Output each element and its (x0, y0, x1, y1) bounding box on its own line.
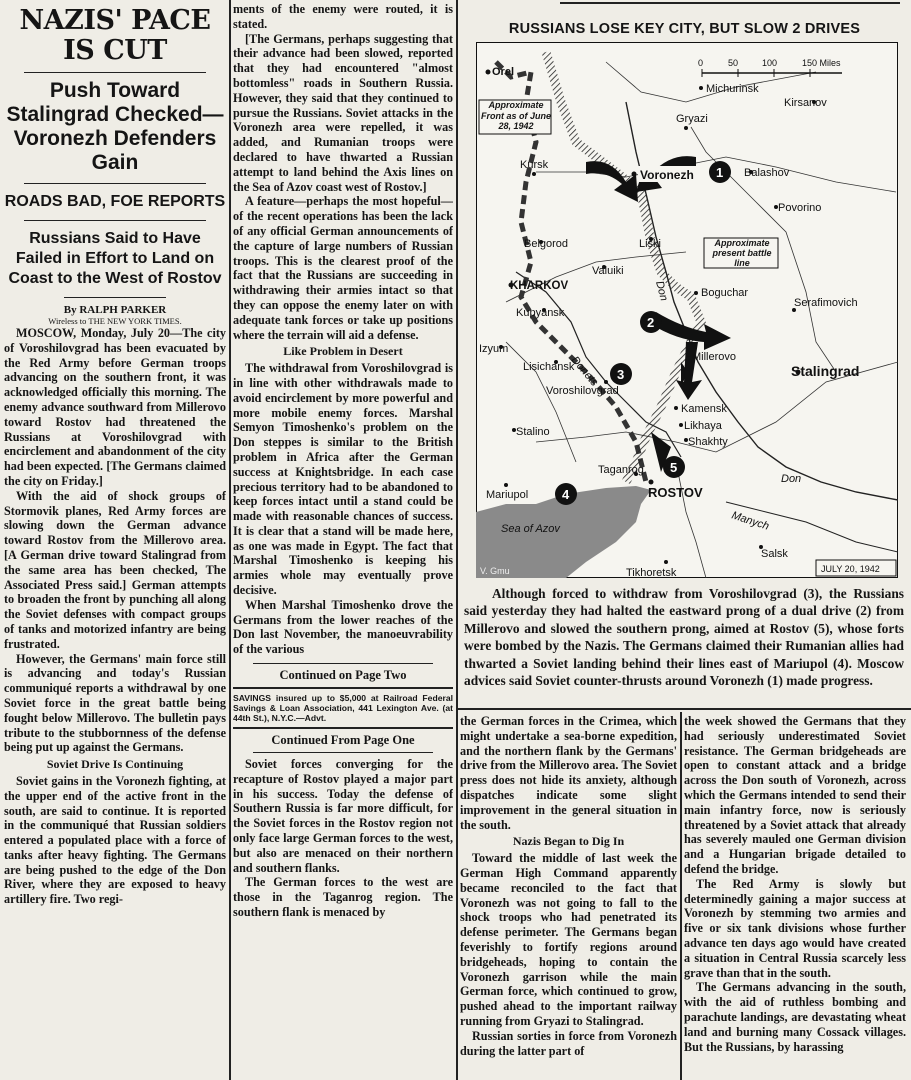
paragraph: The German forces to the west are those in the Taganrog region. The southern flank is menaced by (233, 875, 453, 920)
caption-rule (458, 708, 911, 710)
svg-text:3: 3 (617, 367, 625, 382)
svg-text:100: 100 (762, 58, 778, 68)
svg-text:5: 5 (670, 460, 678, 475)
svg-text:ROSTOV: ROSTOV (648, 485, 703, 500)
paragraph: ments of the enemy were routed, it is stated. (233, 2, 453, 31)
wire-credit: Wireless to THE NEW YORK TIMES. (48, 316, 182, 326)
paragraph: Soviet gains in the Voronezh fighting, at the upper end of the active front in the south, are said to continue. It is reported in the communiqué that Russian soldiers entered a populated place with a force of tanks after heavy fighting. The Germans are being pushed to the edge of the Don River, where they are exposed to heavy artillery fire. Two regi- (4, 773, 226, 907)
svg-text:Taganrog: Taganrog (598, 464, 644, 476)
paragraph: A feature—perhaps the most hopeful—of the recent operations has been the lack of any official German announcements of the capture of large numbers of Russian troops. This is the clearest proof of the fact that the Russians are succeeding in withdrawing their armies intact so that they can oppose the enemy later on with adequate tank forces or take up positions where the terrain will aid a defense. (233, 194, 453, 342)
svg-text:Gryazi: Gryazi (676, 113, 708, 125)
svg-text:Valuiki: Valuiki (592, 265, 624, 277)
map-artist: V. Gmu (480, 566, 510, 576)
map-caption: Although forced to withdraw from Voroshilovgrad (3), the Russians said yesterday they had halted the eastward prong of a dual drive (2) from Millerovo and slowed the southern prong, aimed at Rostov (5), whose forts were bombed by the Nazis. The Germans claimed their Rumanian allies had thwarted a Soviet landing behind their lines east of Mariupol (4). Moscow advices said Soviet counter-thrusts around Voronezh (1) made progress. (464, 586, 904, 689)
paragraph: When Marshal Timoshenko drove the Germans from the lower reaches of the Don last November, the manoeuvrability of the various (233, 597, 453, 657)
svg-text:Stalingrad: Stalingrad (791, 363, 860, 379)
lead-body (4, 326, 226, 907)
svg-text:0: 0 (698, 58, 704, 68)
deck-2: ROADS BAD, FOE REPORTS (4, 193, 226, 210)
paragraph: The withdrawal from Voroshilovgrad is in line with other withdrawals made to avoid encirclement by more powerful and more mobile enemy forces. Marshal Semyon Timoshenko's problem on the Don steppes is similar to the British problem in Africa after the German success at Knightsbridge. In each case precious territory had to be abandoned to keep forces intact until a stand could be made with reasonable chances of success. It is clear that a stand will be made here, as one was made in Egypt. The fact that Marshal Timoshenko is keeping his armies whole may eventually prove decisive. (233, 361, 453, 598)
svg-text:Balashov: Balashov (744, 167, 790, 179)
svg-text:Stalino: Stalino (516, 426, 550, 438)
legend-front: Approximate Front as of June 28, 1942 (480, 100, 551, 131)
marker-2 (640, 311, 662, 333)
svg-text:Manych: Manych (730, 509, 771, 533)
svg-text:Liski: Liski (639, 238, 662, 250)
paragraph: The Red Army is slowly but determinedly gaining a major success at Voronezh by stemming two armies and five or six tank divisions whose further advance ten days ago would have created a situation in Central Russia scarcely less grave than that in the south. (684, 876, 906, 980)
sea-label: Sea of Azov (501, 523, 560, 535)
svg-text:4: 4 (562, 487, 570, 502)
bottom-column-1 (460, 714, 677, 1080)
svg-text:Kamensk: Kamensk (681, 403, 727, 415)
svg-text:Boguchar: Boguchar (701, 287, 749, 299)
war-map (476, 42, 898, 578)
paragraph: The Germans advancing in the south, with the aid of ruthless bombing and parachute landings, are devastating wheat land and burning many Cossack villages. But the Russians, by harassing (684, 980, 906, 1054)
svg-text:Orel: Orel (492, 66, 515, 78)
subhead: Soviet Drive Is Continuing (46, 757, 184, 772)
svg-text:Salsk: Salsk (761, 548, 788, 560)
svg-text:50: 50 (728, 58, 739, 68)
svg-text:Serafimovich: Serafimovich (794, 297, 858, 309)
paragraph: [The Germans, perhaps suggesting that their advance had been slowed, reported that they had encountered "almost bottomless" roads in Southern Russia. However, they said that they continued to pursue the Russians. Soviet attacks in the Voronezh area were repelled, it was added, and Rumanian troops were declared to have thwarted a Russian attempt to land behind the Axis lines on the Sea of Azov coast west of Rostov.] (233, 31, 453, 194)
svg-text:150 Miles: 150 Miles (802, 58, 841, 68)
continuation-body (233, 757, 453, 920)
paragraph: the German forces in the Crimea, which might undertake a sea-borne expedition, and the northern flank by the Germans' drive from the Millerovo area. The Soviet press does not hide its anxiety, although dispatches indicate some slight improvement in the general situation in the south. (460, 714, 677, 832)
lead-article (4, 2, 226, 1080)
paragraph: With the aid of shock groups of Stormovik planes, Red Army forces are slowing down the German advance toward Rostov from the Millerovo area. [A German drive toward Stalingrad from the same area has been checked, The Associated Press said.] German attempts to broaden the front by punching all along the Soviet defenses with compact groups of tanks and motorized infantry are being frustrated. (4, 488, 226, 651)
deck-1: Push Toward Stalingrad Checked—Voronezh Defenders Gain (6, 79, 224, 174)
paragraph: the week showed the Germans that they had seriously underestimated Soviet resistance. The German bridgeheads are open to constant attack and a bridge across the Don south of Voronezh, across which the Germans intended to send their main infantry force, now is seriously threatened by a Soviet attack that already has severely mauled one German division and a Hungarian brigade detailed to defend the bridge. (684, 714, 906, 876)
marker-5 (663, 456, 685, 478)
second-body (233, 2, 453, 657)
map-title: RUSSIANS LOSE KEY CITY, BUT SLOW 2 DRIVES (508, 21, 861, 37)
svg-text:1: 1 (716, 165, 724, 180)
top-rule (560, 2, 900, 4)
svg-text:Kupyansk: Kupyansk (516, 307, 565, 319)
svg-text:Millerovo: Millerovo (692, 351, 737, 363)
column-rule-1 (229, 0, 231, 1080)
map-date: JULY 20, 1942 (821, 564, 880, 574)
deck-3: Russians Said to Have Failed in Effort to Land on Coast to the West of Rostov (8, 230, 222, 287)
bottom-column-2 (684, 714, 906, 1080)
svg-text:Don: Don (653, 279, 670, 303)
continued-from-label: Continued From Page One (271, 733, 415, 748)
paragraph: Toward the middle of last week the German High Command apparently became reconciled to the fact that Voronezh was not going to fall to the shock troops who had penetrated its defense perimeter. The Germans began feverishly to fortify regions around bridgeheads, hoping to contain the Voronezh garrison while the main German force, which continued to grow, pushed ahead to the important railway running from Gryazi to Stalingrad. (460, 851, 677, 1028)
svg-text:Voroshilovgrad: Voroshilovgrad (546, 385, 619, 397)
paragraph: Soviet forces converging for the recapture of Rostov played a major part in his success. Today the defense of Southern Russia is far more difficult, for the Soviet forces in the Rostov region not only face large German forces to the west, but also are menaced on their northern and southern flanks. (233, 757, 453, 875)
svg-text:Izyum: Izyum (479, 343, 509, 355)
second-column (233, 2, 453, 1080)
svg-text:Shakhty: Shakhty (688, 436, 728, 448)
subhead: Nazis Began to Dig In (512, 834, 625, 849)
svg-text:Don: Don (781, 473, 802, 485)
headline: NAZIS' PACE IS CUT (19, 5, 211, 66)
svg-text:Kirsanov: Kirsanov (784, 97, 827, 109)
marker-4 (555, 483, 577, 505)
legend-battle: Approximate present battle line (712, 238, 772, 268)
svg-text:Povorino: Povorino (778, 202, 822, 214)
svg-text:Voronezh: Voronezh (640, 168, 694, 182)
svg-text:Mariupol: Mariupol (486, 489, 529, 501)
svg-text:Donets: Donets (568, 354, 601, 389)
svg-text:2: 2 (647, 315, 655, 330)
column-rule-3 (680, 712, 682, 1080)
svg-text:Belgorod: Belgorod (524, 238, 569, 250)
continued-on-label: Continued on Page Two (279, 668, 407, 683)
marker-3 (610, 363, 632, 385)
byline: By RALPH PARKER (63, 304, 167, 316)
paragraph: MOSCOW, Monday, July 20—The city of Voroshilovgrad has been evacuated by the Red Army before German troops advancing on the southern front, it was acknowledged officially this morning. The enemy advance southward from Millerovo toward Rostov had threatened the Russians at Voroshilovgrad with encirclement and abandonment of the city had been expected. [The Germans claimed the city on Friday.] (4, 326, 226, 488)
svg-text:KHARKOV: KHARKOV (510, 280, 569, 292)
svg-text:Tikhoretsk: Tikhoretsk (626, 567, 677, 578)
marker-1 (709, 161, 731, 183)
paragraph: However, the Germans' main force still is advancing and today's Russian communiqué reports a withdrawal by one Soviet force in the great battle being fought below Millerovo. The bulletin pays tribute to the stubbornness of the defense being put up against the Germans. (4, 651, 226, 755)
column-rule-2 (456, 0, 458, 1080)
svg-text:Michurinsk: Michurinsk (706, 83, 759, 95)
svg-text:Likhaya: Likhaya (684, 420, 722, 432)
subhead: Like Problem in Desert (283, 344, 403, 359)
svg-text:Lisichansk: Lisichansk (523, 361, 575, 373)
svg-text:Kursk: Kursk (520, 159, 549, 171)
paragraph: Russian sorties in force from Voronezh during the latter part of (460, 1028, 677, 1058)
advertisement: SAVINGS insured up to $5,000 at Railroad Federal Savings & Loan Association, 441 Lexington Ave. (at 44th St.), N.Y.C.—Advt. (233, 693, 453, 724)
